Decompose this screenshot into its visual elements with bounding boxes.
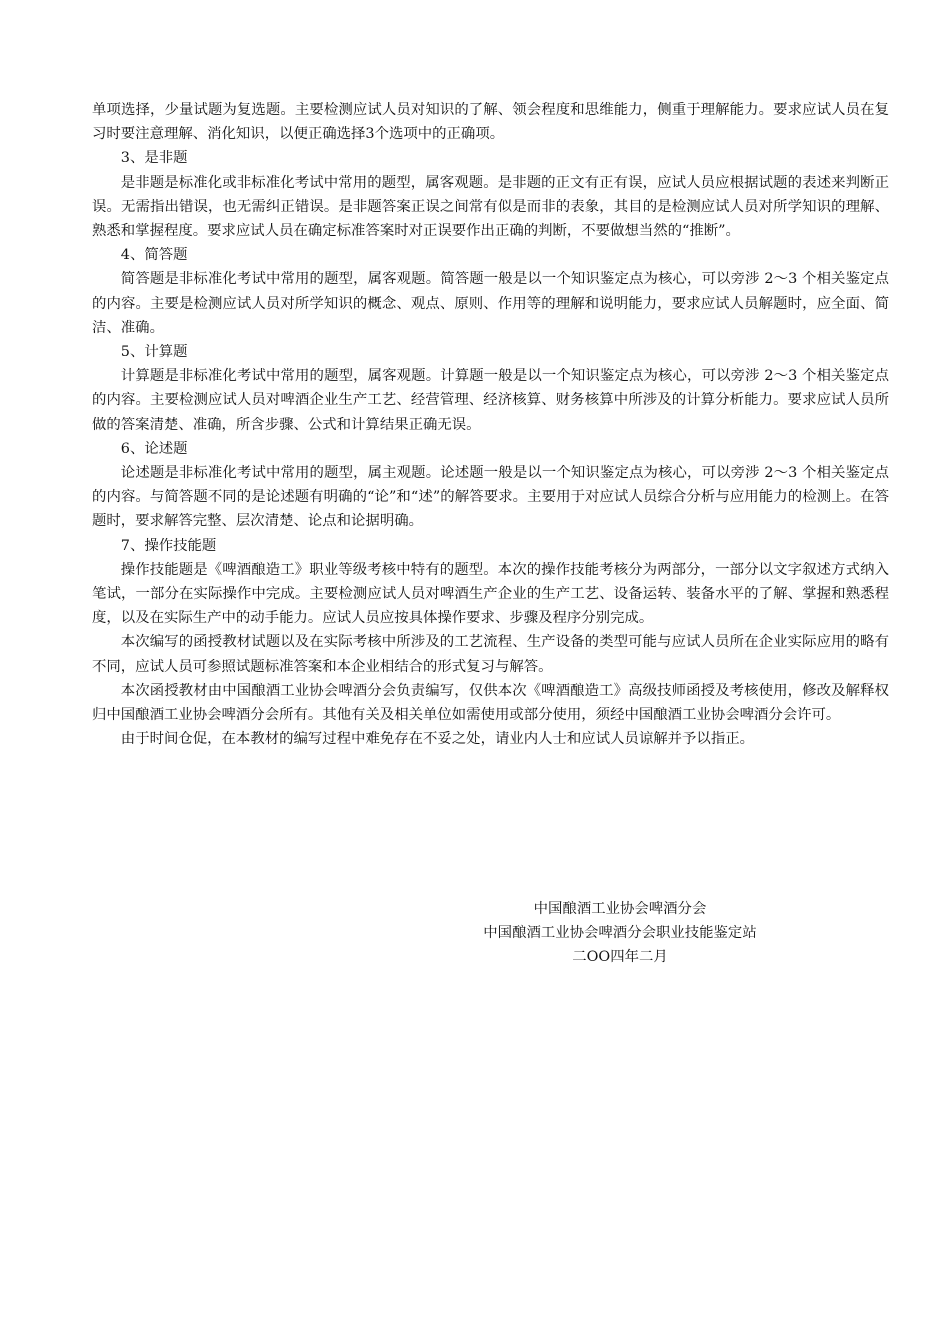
signature-date: 二OO四年二月 (572, 949, 668, 966)
closing-paragraph-3: 由于时间仓促，在本教材的编写过程中难免存在不妥之处，请业内人士和应试人员谅解并予以指正。 (120, 731, 754, 748)
section-body-calculation: 计算题是非标准化考试中常用的题型，属客观题。计算题一般是以一个知识鉴定点为核心，可以旁涉 2～3 个相关鉴定点的内容。主要检测应试人员对啤酒企业生产工艺、经营管理、经济核算、财务核算中所涉及的计算分析能力。要求应试人员所做的答案清楚、准确，所含步骤、公式和计算结果正确无误。 (92, 368, 889, 433)
section-heading-calculation: 5、计算题 (120, 344, 188, 361)
section-heading-short-answer: 4、简答题 (120, 247, 188, 264)
signature-org-2: 中国酿酒工业协会啤酒分会职业技能鉴定站 (483, 925, 757, 942)
section-heading-true-false: 3、是非题 (120, 150, 188, 167)
section-body-short-answer: 简答题是非标准化考试中常用的题型，属客观题。简答题一般是以一个知识鉴定点为核心，可以旁涉 2～3 个相关鉴定点的内容。主要是检测应试人员对所学知识的概念、观点、原则、作用等的理解和说明能力，要求应试人员解题时，应全面、简洁、准确。 (92, 271, 889, 336)
section-heading-essay: 6、论述题 (120, 440, 188, 457)
signature-block (430, 897, 810, 970)
document-body (92, 98, 889, 751)
signature-org-1: 中国酿酒工业协会啤酒分会 (533, 901, 707, 917)
intro-paragraph: 单项选择，少量试题为复选题。主要检测应试人员对知识的了解、领会程度和思维能力，侧重于理解能力。要求应试人员在复习时要注意理解、消化知识，以便正确选择3个选项中的正确项。 (92, 102, 889, 143)
closing-paragraph-1: 本次编写的函授教材试题以及在实际考核中所涉及的工艺流程、生产设备的类型可能与应试人员所在企业实际应用的略有不同，应试人员可参照试题标准答案和本企业相结合的形式复习与解答。 (92, 634, 889, 675)
closing-paragraph-2: 本次函授教材由中国酿酒工业协会啤酒分会负责编写，仅供本次《啤酒酿造工》高级技师函授及考核使用，修改及解释权归中国酿酒工业协会啤酒分会所有。其他有关及相关单位如需使用或部分使用，须经中国酿酒工业协会啤酒分会许可。 (92, 682, 889, 724)
section-heading-practical-skill: 7、操作技能题 (120, 537, 217, 554)
section-body-essay: 论述题是非标准化考试中常用的题型，属主观题。论述题一般是以一个知识鉴定点为核心，可以旁涉 2～3 个相关鉴定点的内容。与简答题不同的是论述题有明确的“论”和“述”的解答要求。主要用于对应试人员综合分析与应用能力的检测上。在答题时，要求解答完整、层次清楚、论点和论据明确。 (92, 465, 889, 530)
section-body-practical-skill: 操作技能题是《啤酒酿造工》职业等级考核中特有的题型。本次的操作技能考核分为两部分，一部分以文字叙述方式纳入笔试，一部分在实际操作中完成。主要检测应试人员对啤酒生产企业的生产工艺、设备运转、装备水平的了解、掌握和熟悉程度，以及在实际生产中的动手能力。应试人员应按具体操作要求、步骤及程序分别完成。 (92, 561, 889, 627)
section-body-true-false: 是非题是标准化或非标准化考试中常用的题型，属客观题。是非题的正文有正有误，应试人员应根据试题的表述来判断正误。无需指出错误，也无需纠正错误。是非题答案正误之间常有似是而非的表象，其目的是检测应试人员对所学知识的理解、熟悉和掌握程度。要求应试人员在确定标准答案时对正误要作出正确的判断，不要做想当然的“推断”。 (92, 174, 889, 240)
